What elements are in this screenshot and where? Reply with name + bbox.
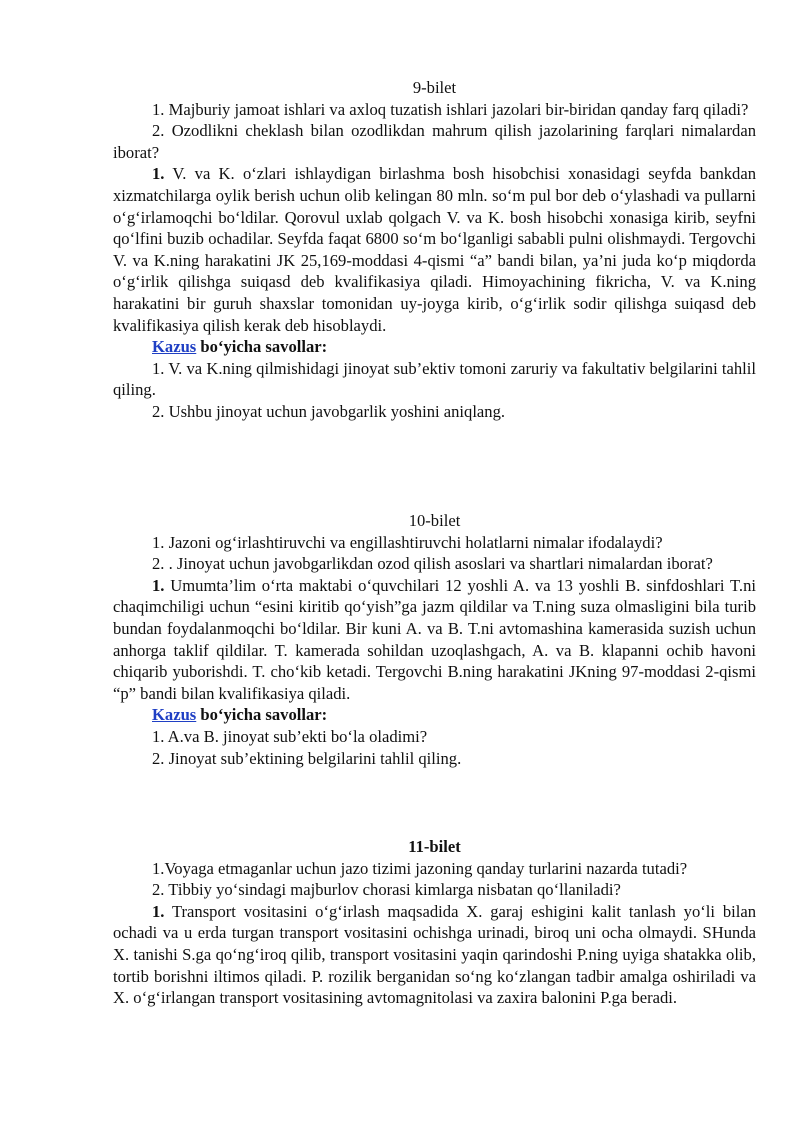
theory-question-1: 1. Majburiy jamoat ishlari va axloq tuzatish ishlari jazolari bir-biridan qanday farq qiladi? <box>152 99 749 119</box>
case-description <box>113 163 756 336</box>
case-number: 1. <box>152 575 165 595</box>
ticket-title: 9-bilet <box>412 78 457 97</box>
theory-question-1: 1.Voyaga etmaganlar uchun jazo tizimi jazoning qanday turlarini nazarda tutadi? <box>152 858 688 878</box>
theory-question-2: 2. Tibbiy yo‘sindagi majburlov chorasi kimlarga nisbatan qo‘llaniladi? <box>152 880 621 900</box>
case-questions-heading-text: bo‘yicha savollar: <box>196 705 328 725</box>
case-question-2: 2. Jinoyat sub’ektining belgilarini tahlil qiling. <box>152 748 462 768</box>
ticket-11 <box>113 836 756 1009</box>
case-text: Umumta’lim o‘rta maktabi o‘quvchilari 12 yoshli A. va 13 yoshli B. sinfdoshlari T.ni chaqimchiligi uchun “esini kiritib qo‘yish”ga jazm qildilar va T.ning suza olmasligini bila turib bundan foydalanmoqchi bo‘ldilar. Bir kuni A. va B. T.ni avtomashina kamerasida suzish uchun anhorga taklif qildilar. T. kamerada sohildan uzoqlashgach, A. va B. klapanni ochib havoni chiqarib yuborishdi. T. cho‘kib ketadi. Tergovchi B.ning harakatini JKning 97-moddasi 2-qismi “p” bandi bilan kvalifikasiya qiladi. <box>113 575 756 703</box>
case-description <box>113 901 756 1009</box>
theory-question-1: 1. Jazoni og‘irlashtiruvchi va engillashtiruvchi holatlarni nimalar ifodalaydi? <box>152 532 663 552</box>
kazus-link[interactable]: Kazus <box>152 705 197 725</box>
kazus-link[interactable]: Kazus <box>152 337 197 357</box>
case-question-1: 1. A.va B. jinoyat sub’ekti bo‘la oladimi? <box>152 726 428 746</box>
theory-question-2: 2. . Jinoyat uchun javobgarlikdan ozod qilish asoslari va shartlari nimalardan iborat? <box>152 554 713 574</box>
case-description <box>113 575 756 705</box>
case-questions-heading <box>113 704 756 726</box>
case-text: V. va K. o‘zlari ishlaydigan birlashma bosh hisobchisi xonasidagi seyfda bankdan xizmatchilarga oylik berish uchun olib kelingan 80 mln. so‘m pul bor deb o‘ylashadi va pullarni o‘g‘irlamoqchi bo‘ldilar. Qorovul uxlab qolgach V. va K. bosh hisobchi xonasiga kirib, seyfni qo‘lfini buzib ochadilar. Seyfda faqat 6800 so‘m bo‘lganligi sababli pulni olishmaydi. Tergovchi V. va K.ning harakatini JK 25,169-moddasi 4-qismi “a” bandi bilan, ya’ni juda ko‘p miqdorda o‘g‘irlik qilishga suiqasd deb kvalifikasiya qiladi. Himoyachining fikricha, V. va K.ning harakatini bir guruh shaxslar tomonidan uy-joyga kirib, o‘g‘irlik sodir qilishga suiqasd deb kvalifikasiya qilish kerak deb hisoblaydi. <box>113 164 756 335</box>
ticket-title: 10-bilet <box>408 511 461 530</box>
case-question-1: 1. V. va K.ning qilmishidagi jinoyat sub’ektiv tomoni zaruriy va fakultativ belgilarini tahlil qiling. <box>113 358 756 400</box>
case-text: Transport vositasini o‘g‘irlash maqsadida X. garaj eshigini kalit tanlash yo‘li bilan ochadi va u erda turgan transport vositasini ochishga urinadi, biroq uni ocha olmaydi. SHunda X. tanishi S.ga qo‘ng‘iroq qilib, transport vositasini yaqin qarindoshi P.ning uyiga shatakka olib, tortib borishni iltimos qiladi. P. rozilik berganidan so‘ng ko‘zlangan tadbir amalga oshiriladi va X. o‘g‘irlangan transport vositasining avtomagnitolasi va zaxira balonini P.ga beradi. <box>113 901 756 1008</box>
theory-question-2: 2. Ozodlikni cheklash bilan ozodlikdan mahrum qilish jazolarining farqlari nimalardan iborat? <box>113 121 756 162</box>
case-questions-heading-text: bo‘yicha savollar: <box>196 337 328 357</box>
case-number: 1. <box>152 901 165 921</box>
ticket-9 <box>113 77 756 423</box>
case-questions-heading <box>113 336 756 358</box>
case-question-2: 2. Ushbu jinoyat uchun javobgarlik yoshini aniqlang. <box>152 401 506 421</box>
ticket-title: 11-bilet <box>408 837 461 856</box>
ticket-10 <box>113 510 756 769</box>
case-number: 1. <box>152 164 165 184</box>
